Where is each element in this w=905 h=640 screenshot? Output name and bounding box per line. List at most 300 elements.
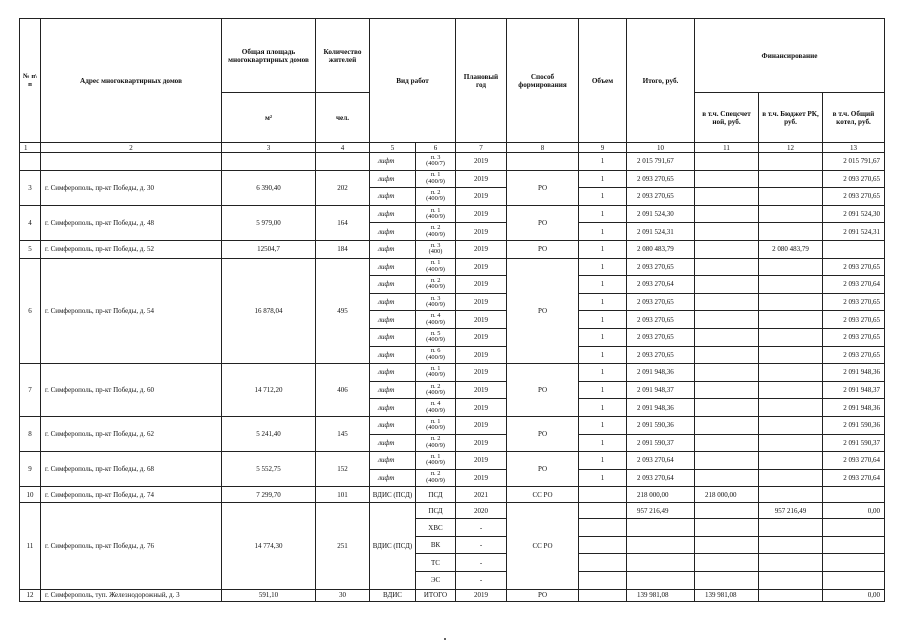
work-type-cell: лифт — [370, 434, 416, 452]
residents-cell: 152 — [316, 452, 370, 487]
total-cell: 2 093 270,65 — [627, 293, 695, 311]
subitem-top: п. 1 — [430, 206, 441, 214]
table-row — [20, 416, 885, 434]
column-number: 7 — [456, 143, 507, 153]
address-cell: г. Симферополь, пр-кт Победы, д. 76 — [41, 503, 222, 589]
work-type-cell: лифт — [370, 328, 416, 346]
address-cell: г. Симферополь, пр-кт Победы, д. 54 — [41, 258, 222, 364]
total-cell: 2 015 791,67 — [627, 153, 695, 171]
budget-cell — [759, 205, 823, 223]
budget-cell: 2 080 483,79 — [759, 240, 823, 258]
work-type-cell: лифт — [370, 276, 416, 294]
common-pot-cell: 2 093 270,64 — [823, 469, 885, 487]
budget-cell — [759, 364, 823, 382]
total-cell — [627, 572, 695, 590]
work-type-cell: лифт — [370, 170, 416, 188]
subitem-top: п. 3 — [430, 294, 441, 302]
header-method: Способ формирования — [507, 19, 579, 143]
work-type-cell: лифт — [370, 293, 416, 311]
planned-year-cell: 2019 — [456, 434, 507, 452]
volume-cell: 1 — [579, 223, 627, 241]
area-cell: 5 241,40 — [222, 416, 316, 451]
work-subitem-cell — [416, 399, 456, 417]
residents-cell: 30 — [316, 589, 370, 601]
header-special-account: в т.ч. Спецсчет ной, руб. — [695, 93, 759, 143]
total-cell: 218 000,00 — [627, 487, 695, 503]
subitem-bottom: (400) — [428, 248, 443, 256]
common-pot-cell: 2 093 270,65 — [823, 346, 885, 364]
common-pot-cell: 2 091 590,36 — [823, 416, 885, 434]
work-subitem-cell — [416, 346, 456, 364]
planned-year-cell: 2019 — [456, 399, 507, 417]
address-cell: г. Симферополь, пр-кт Победы, д. 68 — [41, 452, 222, 487]
residents-cell: 101 — [316, 487, 370, 503]
residents-cell: 406 — [316, 364, 370, 417]
method-cell: РО — [507, 452, 579, 487]
address-cell — [41, 153, 222, 171]
common-pot-cell — [823, 536, 885, 554]
header-residents-unit: чел. — [316, 93, 370, 143]
area-cell: 7 299,70 — [222, 487, 316, 503]
table-row — [20, 503, 885, 519]
residents-cell: 184 — [316, 240, 370, 258]
budget-cell — [759, 572, 823, 590]
budget-cell — [759, 381, 823, 399]
volume-cell: 1 — [579, 364, 627, 382]
special-account-cell — [695, 554, 759, 572]
row-number: 12 — [20, 589, 41, 601]
special-account-cell — [695, 381, 759, 399]
total-cell — [627, 536, 695, 554]
subitem-bottom: (400/9) — [426, 301, 445, 309]
work-subitem-cell: ПСД — [416, 503, 456, 519]
area-cell: 16 878,04 — [222, 258, 316, 364]
common-pot-cell: 2 093 270,65 — [823, 311, 885, 329]
area-cell: 14 712,20 — [222, 364, 316, 417]
column-number: 10 — [627, 143, 695, 153]
address-cell: г. Симферополь, пр-кт Победы, д. 30 — [41, 170, 222, 205]
work-type-cell: лифт — [370, 240, 416, 258]
special-account-cell — [695, 399, 759, 417]
special-account-cell — [695, 416, 759, 434]
work-subitem-cell: ХВС — [416, 519, 456, 537]
row-number: 4 — [20, 205, 41, 240]
work-subitem-cell — [416, 205, 456, 223]
special-account-cell — [695, 188, 759, 206]
planned-year-cell: 2019 — [456, 293, 507, 311]
planned-year-cell: 2021 — [456, 487, 507, 503]
subitem-top: п. 2 — [430, 435, 441, 443]
planned-year-cell: - — [456, 572, 507, 590]
method-cell: РО — [507, 170, 579, 205]
table-row — [20, 170, 885, 188]
work-subitem-cell — [416, 293, 456, 311]
subitem-top: п. 2 — [430, 276, 441, 284]
budget-cell: 957 216,49 — [759, 503, 823, 519]
work-subitem-cell: ВК — [416, 536, 456, 554]
area-cell: 14 774,30 — [222, 503, 316, 589]
volume-cell: 1 — [579, 311, 627, 329]
total-cell: 2 093 270,65 — [627, 328, 695, 346]
common-pot-cell: 2 093 270,64 — [823, 276, 885, 294]
total-cell — [627, 519, 695, 537]
budget-cell — [759, 293, 823, 311]
column-number: 2 — [41, 143, 222, 153]
subitem-bottom: (400/9) — [426, 353, 445, 361]
subitem-top: п. 1 — [430, 259, 441, 267]
table-row — [20, 364, 885, 382]
special-account-cell: 218 000,00 — [695, 487, 759, 503]
document-page — [19, 18, 880, 602]
volume-cell: 1 — [579, 416, 627, 434]
area-cell: 6 390,40 — [222, 170, 316, 205]
budget-cell — [759, 487, 823, 503]
volume-cell: 1 — [579, 188, 627, 206]
capital-repair-table — [19, 18, 885, 602]
work-subitem-cell — [416, 153, 456, 171]
table-row — [20, 452, 885, 470]
subitem-top: п. 4 — [430, 400, 441, 408]
special-account-cell — [695, 311, 759, 329]
residents-cell: 495 — [316, 258, 370, 364]
volume-cell: 1 — [579, 170, 627, 188]
common-pot-cell: 2 093 270,64 — [823, 452, 885, 470]
column-number: 12 — [759, 143, 823, 153]
budget-cell — [759, 188, 823, 206]
volume-cell: 1 — [579, 258, 627, 276]
method-cell: СС РО — [507, 503, 579, 589]
special-account-cell — [695, 572, 759, 590]
work-subitem-cell — [416, 328, 456, 346]
work-type-cell: лифт — [370, 205, 416, 223]
work-type-cell: ВДИС (ПСД) — [370, 503, 416, 589]
budget-cell — [759, 223, 823, 241]
special-account-cell — [695, 536, 759, 554]
method-cell: РО — [507, 240, 579, 258]
common-pot-cell — [823, 519, 885, 537]
total-cell: 957 216,49 — [627, 503, 695, 519]
header-num: № п\ п — [20, 19, 41, 143]
budget-cell — [759, 153, 823, 171]
header-total: Итого, руб. — [627, 19, 695, 143]
work-subitem-cell — [416, 381, 456, 399]
subitem-bottom: (400/9) — [426, 195, 445, 203]
subitem-top: п. 4 — [430, 312, 441, 320]
planned-year-cell: 2019 — [456, 364, 507, 382]
header-planned-year: Плановый год — [456, 19, 507, 143]
method-cell: РО — [507, 364, 579, 417]
total-cell: 2 093 270,65 — [627, 188, 695, 206]
total-cell: 2 093 270,65 — [627, 170, 695, 188]
work-subitem-cell — [416, 258, 456, 276]
row-number: 3 — [20, 170, 41, 205]
special-account-cell — [695, 258, 759, 276]
row-number: 10 — [20, 487, 41, 503]
subitem-bottom: (400/9) — [426, 424, 445, 432]
volume-cell: 1 — [579, 346, 627, 364]
budget-cell — [759, 589, 823, 601]
column-number: 5 — [370, 143, 416, 153]
work-subitem-cell: ПСД — [416, 487, 456, 503]
work-type-cell: лифт — [370, 469, 416, 487]
planned-year-cell: 2019 — [456, 589, 507, 601]
total-cell: 139 981,08 — [627, 589, 695, 601]
common-pot-cell: 2 091 948,36 — [823, 399, 885, 417]
area-cell: 12504,7 — [222, 240, 316, 258]
address-cell: г. Симферополь, пр-кт Победы, д. 74 — [41, 487, 222, 503]
special-account-cell — [695, 469, 759, 487]
common-pot-cell — [823, 572, 885, 590]
special-account-cell — [695, 276, 759, 294]
budget-cell — [759, 311, 823, 329]
subitem-bottom: (400/7) — [426, 160, 445, 168]
volume-cell: 1 — [579, 452, 627, 470]
table-row — [20, 589, 885, 601]
residents-cell — [316, 153, 370, 171]
subitem-top: п. 1 — [430, 171, 441, 179]
row-number: 8 — [20, 416, 41, 451]
budget-cell — [759, 276, 823, 294]
subitem-top: п. 3 — [430, 241, 441, 249]
subitem-top: п. 5 — [430, 329, 441, 337]
volume-cell: 1 — [579, 399, 627, 417]
volume-cell — [579, 487, 627, 503]
column-number: 3 — [222, 143, 316, 153]
work-type-cell: лифт — [370, 364, 416, 382]
address-cell: г. Симферополь, пр-кт Победы, д. 52 — [41, 240, 222, 258]
column-number: 6 — [416, 143, 456, 153]
total-cell — [627, 554, 695, 572]
row-number: 6 — [20, 258, 41, 364]
work-subitem-cell — [416, 276, 456, 294]
common-pot-cell: 2 091 590,37 — [823, 434, 885, 452]
volume-cell — [579, 503, 627, 519]
planned-year-cell: - — [456, 554, 507, 572]
work-subitem-cell — [416, 311, 456, 329]
work-subitem-cell: ЭС — [416, 572, 456, 590]
subitem-bottom: (400/9) — [426, 459, 445, 467]
special-account-cell — [695, 346, 759, 364]
work-subitem-cell — [416, 416, 456, 434]
address-cell: г. Симферополь, туп. Железнодорожный, д. 3 — [41, 589, 222, 601]
residents-cell: 202 — [316, 170, 370, 205]
column-number: 9 — [579, 143, 627, 153]
address-cell: г. Симферополь, пр-кт Победы, д. 60 — [41, 364, 222, 417]
address-cell: г. Симферополь, пр-кт Победы, д. 48 — [41, 205, 222, 240]
planned-year-cell: 2019 — [456, 452, 507, 470]
row-number: 5 — [20, 240, 41, 258]
header-area-unit: м² — [222, 93, 316, 143]
header-common-pot: в т.ч. Общий котел, руб. — [823, 93, 885, 143]
work-subitem-cell — [416, 170, 456, 188]
special-account-cell — [695, 364, 759, 382]
budget-cell — [759, 469, 823, 487]
common-pot-cell — [823, 554, 885, 572]
header-financing: Финансирование — [695, 19, 885, 93]
volume-cell — [579, 519, 627, 537]
header-area: Общая площадь многоквартирных домов — [222, 19, 316, 93]
subitem-bottom: (400/9) — [426, 283, 445, 291]
budget-cell — [759, 328, 823, 346]
area-cell: 5 552,75 — [222, 452, 316, 487]
budget-cell — [759, 170, 823, 188]
common-pot-cell: 0,00 — [823, 503, 885, 519]
header-address: Адрес многоквартирных домов — [41, 19, 222, 143]
total-cell: 2 091 948,37 — [627, 381, 695, 399]
total-cell: 2 093 270,65 — [627, 311, 695, 329]
volume-cell: 1 — [579, 328, 627, 346]
work-subitem-cell — [416, 452, 456, 470]
work-type-cell: лифт — [370, 311, 416, 329]
column-number: 1 — [20, 143, 41, 153]
subitem-top: п. 2 — [430, 470, 441, 478]
common-pot-cell: 2 015 791,67 — [823, 153, 885, 171]
residents-cell: 164 — [316, 205, 370, 240]
special-account-cell — [695, 293, 759, 311]
subitem-top: п. 1 — [430, 417, 441, 425]
work-type-cell: лифт — [370, 399, 416, 417]
work-type-cell: лифт — [370, 223, 416, 241]
total-cell: 2 091 590,36 — [627, 416, 695, 434]
budget-cell — [759, 452, 823, 470]
work-type-cell: лифт — [370, 381, 416, 399]
table-row — [20, 258, 885, 276]
subitem-top: п. 2 — [430, 188, 441, 196]
method-cell: РО — [507, 589, 579, 601]
subitem-bottom: (400/9) — [426, 318, 445, 326]
residents-cell: 145 — [316, 416, 370, 451]
subitem-top: п. 3 — [430, 153, 441, 161]
column-number: 13 — [823, 143, 885, 153]
subitem-top: п. 2 — [430, 382, 441, 390]
subitem-bottom: (400/9) — [426, 177, 445, 185]
budget-cell — [759, 536, 823, 554]
common-pot-cell: 2 093 270,65 — [823, 258, 885, 276]
common-pot-cell: 2 093 270,65 — [823, 293, 885, 311]
planned-year-cell: 2019 — [456, 205, 507, 223]
planned-year-cell: 2019 — [456, 276, 507, 294]
table-row — [20, 487, 885, 503]
total-cell: 2 091 948,36 — [627, 399, 695, 417]
total-cell: 2 091 524,31 — [627, 223, 695, 241]
work-subitem-cell: ИТОГО — [416, 589, 456, 601]
header-volume: Объем — [579, 19, 627, 143]
total-cell: 2 093 270,65 — [627, 346, 695, 364]
special-account-cell — [695, 223, 759, 241]
total-cell: 2 080 483,79 — [627, 240, 695, 258]
budget-cell — [759, 434, 823, 452]
work-type-cell: лифт — [370, 416, 416, 434]
header-residents: Количество жителей — [316, 19, 370, 93]
planned-year-cell: 2019 — [456, 416, 507, 434]
method-cell — [507, 153, 579, 171]
planned-year-cell: 2019 — [456, 188, 507, 206]
common-pot-cell — [823, 487, 885, 503]
budget-cell — [759, 399, 823, 417]
volume-cell: 1 — [579, 381, 627, 399]
subitem-bottom: (400/9) — [426, 441, 445, 449]
planned-year-cell: - — [456, 519, 507, 537]
special-account-cell — [695, 328, 759, 346]
common-pot-cell: 0,00 — [823, 589, 885, 601]
column-number-row — [20, 143, 885, 153]
work-type-cell: лифт — [370, 452, 416, 470]
planned-year-cell: 2019 — [456, 311, 507, 329]
planned-year-cell: 2019 — [456, 258, 507, 276]
common-pot-cell: 2 093 270,65 — [823, 328, 885, 346]
work-type-cell: лифт — [370, 153, 416, 171]
method-cell: РО — [507, 205, 579, 240]
subitem-top: п. 1 — [430, 452, 441, 460]
special-account-cell — [695, 434, 759, 452]
work-type-cell: ВДИС (ПСД) — [370, 487, 416, 503]
volume-cell: 1 — [579, 434, 627, 452]
work-type-cell: лифт — [370, 346, 416, 364]
column-number: 4 — [316, 143, 370, 153]
planned-year-cell: - — [456, 536, 507, 554]
volume-cell — [579, 554, 627, 572]
volume-cell: 1 — [579, 293, 627, 311]
common-pot-cell: 2 091 524,31 — [823, 223, 885, 241]
table-row — [20, 153, 885, 171]
column-number: 8 — [507, 143, 579, 153]
budget-cell — [759, 554, 823, 572]
total-cell: 2 091 524,30 — [627, 205, 695, 223]
subitem-top: п. 1 — [430, 364, 441, 372]
total-cell: 2 093 270,64 — [627, 469, 695, 487]
subitem-top: п. 2 — [430, 224, 441, 232]
row-number: 11 — [20, 503, 41, 589]
subitem-bottom: (400/9) — [426, 371, 445, 379]
area-cell: 591,10 — [222, 589, 316, 601]
planned-year-cell: 2019 — [456, 240, 507, 258]
volume-cell: 1 — [579, 153, 627, 171]
common-pot-cell: 2 091 524,30 — [823, 205, 885, 223]
special-account-cell — [695, 205, 759, 223]
header-budget: в т.ч. Бюджет РК, руб. — [759, 93, 823, 143]
special-account-cell — [695, 240, 759, 258]
row-number: 9 — [20, 452, 41, 487]
method-cell: РО — [507, 416, 579, 451]
work-subitem-cell — [416, 223, 456, 241]
volume-cell — [579, 589, 627, 601]
work-subitem-cell — [416, 469, 456, 487]
address-cell: г. Симферополь, пр-кт Победы, д. 62 — [41, 416, 222, 451]
work-type-cell: лифт — [370, 258, 416, 276]
table-row — [20, 205, 885, 223]
work-subitem-cell — [416, 240, 456, 258]
header-work-type: Вид работ — [370, 19, 456, 143]
planned-year-cell: 2019 — [456, 469, 507, 487]
table-row — [20, 240, 885, 258]
subitem-bottom: (400/9) — [426, 265, 445, 273]
work-subitem-cell — [416, 434, 456, 452]
total-cell: 2 091 590,37 — [627, 434, 695, 452]
planned-year-cell: 2019 — [456, 381, 507, 399]
subitem-bottom: (400/9) — [426, 336, 445, 344]
subitem-bottom: (400/9) — [426, 213, 445, 221]
residents-cell: 251 — [316, 503, 370, 589]
work-subitem-cell — [416, 188, 456, 206]
work-subitem-cell: ТС — [416, 554, 456, 572]
volume-cell: 1 — [579, 240, 627, 258]
method-cell: РО — [507, 258, 579, 364]
special-account-cell — [695, 452, 759, 470]
row-number — [20, 153, 41, 171]
subitem-bottom: (400/9) — [426, 389, 445, 397]
volume-cell: 1 — [579, 276, 627, 294]
total-cell: 2 093 270,64 — [627, 276, 695, 294]
